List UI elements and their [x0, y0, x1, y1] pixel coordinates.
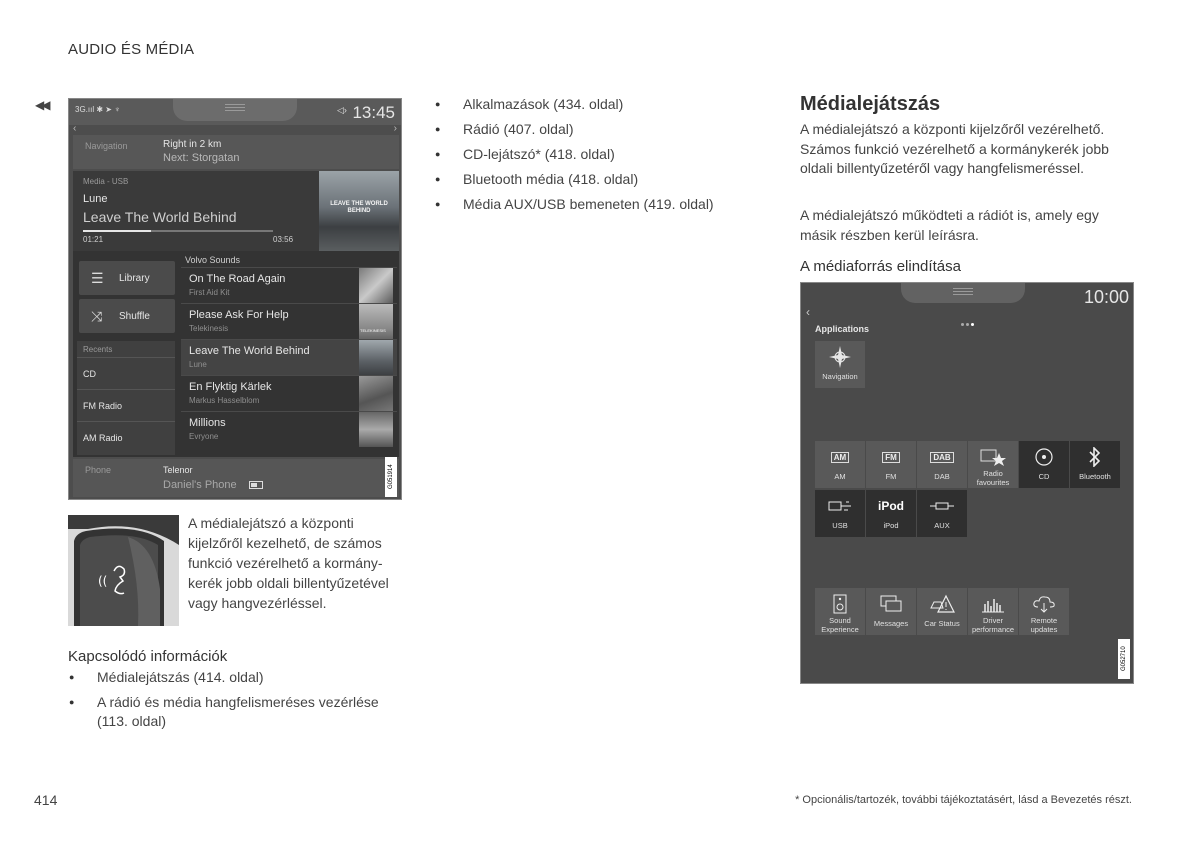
chapter-header: AUDIO ÉS MÉDIA — [68, 41, 195, 58]
steering-wheel-voice-button-image — [68, 515, 179, 626]
aux-tile[interactable] — [917, 490, 967, 537]
steering-image-caption: A médialejátszó a központi kijelzőről kezelhető, de számos funkció vezérelhető a kormánykerék jobb oldali billentyűzetével vagy hangvezérléssel. — [188, 515, 389, 611]
app-link[interactable]: ● Bluetooth média (418. oldal) — [434, 170, 764, 195]
navigation-instruction: Right in 2 km — [163, 139, 222, 150]
now-playing-track: Leave The World Behind — [83, 209, 237, 225]
related-link[interactable]: ● Médialejátszás (414. oldal) — [68, 668, 408, 687]
tile-label: DAB — [934, 472, 950, 481]
app-link[interactable]: ● CD-lejátszó* (418. oldal) — [434, 145, 764, 170]
chevron-left-icon[interactable]: ‹ — [73, 123, 77, 134]
library-icon: ☰ — [91, 270, 104, 286]
clock: 10:00 — [1083, 287, 1129, 307]
playlist-title: Volvo Sounds — [185, 255, 241, 265]
tile-label: Messages — [873, 619, 909, 628]
tile-label: FM — [885, 472, 897, 481]
page-indicator — [961, 313, 976, 331]
radio-favourites-tile[interactable] — [968, 441, 1018, 488]
app-link[interactable]: ● Média AUX/USB bemeneten (419. oldal) — [434, 195, 764, 220]
recents-list — [77, 341, 175, 455]
playlist-row[interactable] — [181, 411, 397, 447]
navigation-app-label: Navigation — [822, 372, 858, 381]
time-total: 03:56 — [273, 235, 294, 244]
track-title: En Flyktig Kärlek — [189, 381, 272, 393]
track-progress-bar[interactable] — [83, 230, 273, 232]
bluetooth-icon — [1070, 447, 1120, 467]
track-title: Millions — [189, 417, 226, 429]
library-label: Library — [119, 273, 150, 284]
recents-title: Recents — [83, 345, 113, 354]
back-chevron-icon[interactable]: ‹ — [806, 305, 810, 319]
track-title: On The Road Again — [189, 273, 286, 285]
navigation-tile[interactable] — [73, 135, 399, 169]
top-pull-handle[interactable] — [901, 283, 1025, 303]
messages-icon — [866, 594, 916, 614]
album-art — [319, 171, 399, 251]
sound-experience-tile[interactable] — [815, 588, 865, 635]
track-title: Please Ask For Help — [189, 309, 289, 321]
section-paragraph: A médialejátszó működteti a rádiót is, amely egy másik részben kerül leírásra. — [800, 207, 1099, 243]
top-pull-handle[interactable] — [173, 99, 297, 121]
related-info-list — [68, 668, 408, 737]
tile-label: AM — [834, 472, 846, 481]
chevron-right-icon[interactable]: › — [393, 123, 397, 134]
phone-tile[interactable] — [73, 459, 399, 497]
media-source: Media - USB — [83, 177, 129, 186]
aux-icon — [917, 496, 967, 516]
tile-label: Car Status — [924, 619, 960, 628]
tile-label: CD — [1038, 472, 1050, 481]
recent-item-cd[interactable]: CD — [77, 357, 175, 387]
footnote: * Opcionális/tartozék, további tájékoztatásért, lásd a Bevezetés részt. — [795, 794, 1132, 806]
cloud-download-icon — [1019, 594, 1069, 614]
car-status-tile[interactable] — [917, 588, 967, 635]
track-artist: Markus Hasselblom — [189, 396, 260, 405]
status-bar — [69, 99, 401, 125]
navigation-app-tile[interactable] — [815, 341, 865, 388]
applications-heading: Applications — [815, 324, 870, 334]
usb-icon — [815, 496, 865, 516]
am-radio-icon: AM — [831, 452, 849, 463]
messages-tile[interactable] — [866, 588, 916, 635]
tile-label: Remote updates — [1030, 616, 1058, 634]
subsection-title: A médiaforrás elindítása — [800, 258, 961, 275]
image-reference-code: G052710 — [1118, 639, 1130, 679]
remote-updates-tile[interactable] — [1019, 588, 1069, 635]
navigation-next-street: Next: Storgatan — [163, 152, 240, 164]
car-warning-icon — [917, 594, 967, 614]
svg-text:((: (( — [98, 574, 108, 588]
time-elapsed: 01:21 — [83, 235, 104, 244]
shuffle-label: Shuffle — [119, 311, 150, 322]
signal-status: 3G.ııl ✱ ➤ ♆ — [75, 105, 121, 114]
playlist-row-active[interactable] — [181, 339, 397, 375]
phone-carrier: Telenor — [163, 465, 193, 475]
media-library-panel — [73, 251, 399, 457]
tile-label: Radio favourites — [976, 469, 1010, 487]
tile-label: AUX — [934, 521, 950, 530]
bluetooth-tile[interactable] — [1070, 441, 1120, 488]
ipod-tile[interactable] — [866, 490, 916, 537]
disc-icon — [1019, 447, 1069, 467]
related-info-title: Kapcsolódó információk — [68, 648, 228, 665]
now-playing-panel[interactable] — [73, 171, 399, 251]
tile-label: Bluetooth — [1079, 472, 1111, 481]
applications-screen — [800, 282, 1134, 684]
page-indicator — [229, 127, 243, 131]
tile-label: USB — [832, 521, 848, 530]
cd-tile[interactable] — [1019, 441, 1069, 488]
fm-radio-icon: FM — [882, 452, 900, 463]
track-artist: Telekinesis — [189, 324, 229, 333]
section-title: Médialejátszás — [800, 93, 941, 115]
am-radio-tile[interactable] — [815, 441, 865, 488]
related-link[interactable]: ● A rádió és média hangfelismeréses vezérlése (113. oldal) — [68, 693, 408, 731]
track-artist: First Aid Kit — [189, 288, 230, 297]
album-art-title: LEAVE THE WORLD BEHIND — [330, 201, 388, 214]
track-thumbnail — [359, 304, 393, 339]
dab-radio-tile[interactable] — [917, 441, 967, 488]
back-arrows-icon[interactable]: ◀◀ — [35, 98, 48, 112]
navigation-label: Navigation — [85, 141, 128, 151]
phone-device-name: Daniel's Phone — [163, 479, 237, 491]
battery-icon — [249, 481, 263, 489]
now-playing-artist: Lune — [83, 193, 108, 205]
track-thumbnail — [359, 412, 393, 447]
playlist-row[interactable] — [181, 267, 397, 303]
playlist-row[interactable] — [181, 303, 397, 339]
speaker-icon: ◁› — [337, 105, 347, 115]
track-artist: Lune — [189, 360, 207, 369]
track-thumbnail — [359, 376, 393, 411]
voice-control-button-icon — [68, 515, 179, 626]
radio-star-icon — [968, 447, 1018, 467]
playlist-row[interactable] — [181, 375, 397, 411]
track-title: Leave The World Behind — [189, 345, 310, 357]
app-link[interactable]: ● Alkalmazások (434. oldal) — [434, 95, 764, 120]
ipod-icon: iPod — [878, 499, 904, 513]
recent-item-fm-radio[interactable]: FM Radio — [77, 389, 175, 419]
tile-label: iPod — [883, 521, 899, 530]
tile-label: Driver performance — [971, 616, 1015, 634]
image-reference-code: G051914 — [385, 457, 397, 497]
track-thumbnail — [359, 340, 393, 375]
app-links-list — [434, 95, 764, 220]
track-thumbnail — [359, 268, 393, 303]
page-number: 414 — [34, 792, 58, 808]
fm-radio-tile[interactable] — [866, 441, 916, 488]
library-button[interactable] — [79, 261, 175, 295]
shuffle-icon: ⤨ — [91, 308, 103, 324]
driver-performance-tile[interactable] — [968, 588, 1018, 635]
tile-label: Sound Experience — [821, 616, 859, 634]
section-paragraph: A médialejátszó a központi kijelzőről vezérelhető. Számos funkció vezérelhető a kormánykerék jobb oldali billentyűzetéről vagy hangfelismeréssel. — [800, 121, 1109, 176]
phone-label: Phone — [85, 465, 112, 475]
clock: 13:45 — [352, 103, 395, 122]
usb-tile[interactable] — [815, 490, 865, 537]
track-artist: Evryone — [189, 432, 219, 441]
compass-icon — [815, 347, 865, 367]
app-link[interactable]: ● Rádió (407. oldal) — [434, 120, 764, 145]
dab-radio-icon: DAB — [930, 452, 953, 463]
media-player-screen — [68, 98, 402, 500]
shuffle-button[interactable] — [79, 299, 175, 333]
speaker-icon — [815, 594, 865, 614]
thumbnail-label: TELEKINESIS — [360, 328, 386, 333]
bars-icon — [968, 594, 1018, 614]
recent-item-am-radio[interactable]: AM Radio — [77, 421, 175, 451]
